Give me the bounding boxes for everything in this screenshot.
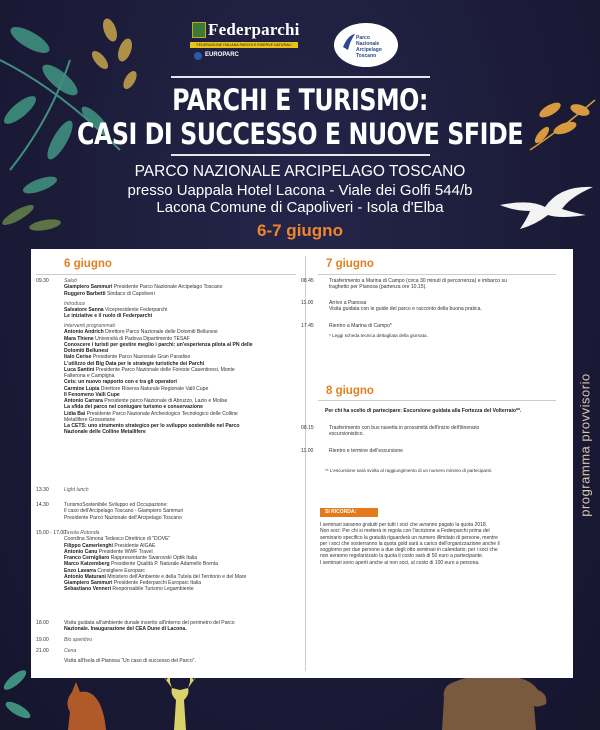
side-label-text: programma provvisorio	[577, 373, 593, 517]
event-time: 08.45	[301, 278, 314, 284]
event-line: Antonio Canu Presidente WWF Travel	[64, 548, 153, 555]
event-line: Franco Cernigliaro Rappresentante Swarovski Optik Italia	[64, 555, 198, 561]
event-line: Italo Cerise Presidente Parco Nazionale Gran Paradiso	[64, 354, 191, 361]
day-8-rule	[318, 400, 556, 401]
reminder-line: I seminari saranno gratuiti per tutti i soci che avranno pagato la quota 2018.	[320, 522, 488, 528]
event-time: 18.00	[36, 620, 49, 626]
event-line: Visita guidata con le guide del parco e racconto della buona pratica.	[329, 306, 482, 313]
side-label	[576, 330, 594, 560]
event-line: Falterona e Campigna	[64, 373, 115, 379]
parco-nazionale-logo-text: Parco Nazionale Arcipelago Toscano	[356, 35, 382, 59]
reminder-line: Non soci: Per chi si metterà in regola con l'iscrizione a Federparchi prima del	[320, 528, 490, 535]
event-line: Trasferimento con bus navetta in prossimità dell'inizio dell'itinerario	[329, 425, 480, 431]
day-7-rule	[318, 274, 556, 275]
event-line: Giampiero Sammuri Presidente Federparchi Europarc Italia	[64, 580, 202, 586]
event-dates: 6-7 giugno	[257, 221, 343, 240]
event-line: L'utilizzo dei Big Data per le strategie turistiche dei Parchi	[64, 360, 205, 367]
event-line: Rientro a Marina di Campo*	[329, 323, 392, 329]
day-8-intro: Per chi ha scelto di partecipare: Escursione guidata alla Fortezza del Volterraio**.	[325, 408, 522, 414]
event-line: Visita all'Isola di Pianosa "Un caso di successo del Parco".	[64, 658, 196, 664]
address-line-2: Lacona Comune di Capoliveri - Isola d'Elba	[156, 199, 444, 216]
event-time: 09.30	[36, 278, 49, 284]
event-line: Antonio Maturani Ministero dell'Ambiente e della Tutela del Territorio e del Mare	[64, 573, 247, 580]
reminder-line: soggiorno per due persone a due degli otto seminari in calendario; per i soci che	[320, 547, 498, 554]
event-line: Nazionale. Inaugurazione del CEA Dune di Lacona.	[64, 626, 187, 633]
event-line: Introduce	[64, 300, 86, 307]
event-line: Nazionale delle Colline Metallifere	[64, 429, 146, 436]
title-line-1: PARCHI E TURISMO:	[172, 83, 428, 117]
column-divider	[305, 256, 306, 671]
event-line: Salvatore Sanna Vicepresidente Federparchi	[64, 306, 168, 313]
event-line: Rientro e termine dell'escursione	[329, 448, 404, 454]
event-line: Enzo Lavarra Consigliere Europarc	[64, 567, 145, 574]
fox-silhouette	[60, 682, 110, 730]
europarc-icon	[194, 52, 202, 60]
event-line: Il Fenomeno Valli Cupe	[64, 391, 120, 398]
event-line: La sfida del parco nel coniugare turismo e conservazione	[64, 404, 203, 411]
venue: PARCO NAZIONALE ARCIPELAGO TOSCANO	[134, 163, 466, 180]
event-line: Luca Santini Presidente Parco Nazionale delle Foreste Casentinesi, Monte	[64, 366, 235, 373]
federparchi-subtitle: FEDERAZIONE ITALIANA PARCHI E RISERVE NATURALI	[196, 43, 292, 47]
deer-silhouette	[150, 672, 210, 730]
event-line: Saluti	[64, 278, 77, 284]
event-time: 14.30	[36, 502, 49, 508]
event-line: Metallifere Grossetane	[64, 416, 116, 423]
event-line: TurismoSostenibile Sviluppo ed Occupazione:	[64, 502, 168, 508]
day-6-rule	[36, 274, 296, 275]
event-line: Visita guidata all'ambiente dunale inserito all'interno del perimetro del Parco	[64, 620, 235, 626]
reminder-line: I seminari sono aperti anche ai non soci, al costo di 100 euro a persona.	[320, 559, 480, 566]
event-line: Ruggero Barbetti Sindaco di Capoliveri	[64, 290, 155, 297]
day-6-heading: 6 giugno	[64, 258, 112, 270]
event-line: Tavola Rotonda	[64, 530, 100, 536]
event-line: Presidente Parco Nazionale dell'Arcipelago Toscano	[64, 514, 182, 521]
day-8-note: ** L'escursione sarà svolta al raggiungimento di un numero minimo di partecipanti.	[325, 468, 493, 473]
bird-logo-icon	[342, 33, 356, 51]
event-time: 15.00 - 17.00	[36, 530, 67, 536]
event-line: Antonio Carrara Presidente parco Nazionale di Abruzzo, Lazio e Molise	[64, 398, 228, 404]
event-line: traghetto per Pianosa (partenza ore 10.15).	[329, 284, 427, 291]
event-line: Interventi programmati	[64, 323, 115, 329]
event-time: 13.30	[36, 487, 49, 493]
europarc-logo: EUROPARC	[205, 52, 239, 58]
event-line: Mara Thiene Università di Padova Dipartimento TESAF	[64, 335, 190, 342]
event-time: 21.00	[36, 648, 49, 654]
reminder-text	[320, 522, 550, 566]
parco-nazionale-logo	[334, 23, 398, 67]
event-time: 11.00	[301, 448, 314, 454]
event-time: 11.00	[301, 300, 314, 306]
event-time: 19.00	[36, 637, 49, 643]
event-line: Coordina Simona Tedesco Direttrice di "DOVE"	[64, 536, 171, 543]
reminder-line: seminario specifico la gratuità riguarderà un numero illimitato di persone, mentre	[320, 534, 498, 541]
event-line: Giampiero Sammuri Presidente Parco Nazionale Arcipelago Toscano	[64, 284, 223, 291]
event-line: La CETS: uno strumento strategico per lo sviluppo sostenibile nel Parco	[64, 423, 240, 429]
event-line: Light lunch	[64, 487, 89, 493]
event-line: Marco Katzemberg Presidente Qualità P. Naturale Adamello Brenta	[64, 561, 218, 568]
event-line: escursionistico.	[329, 431, 364, 438]
event-line: Antonio Andrich Direttore Parco Nazionale delle Dolomiti Bellunesi	[64, 329, 218, 336]
event-line: Dolomiti Bellunesi	[64, 348, 109, 354]
event-time: 08.15	[301, 425, 314, 431]
federparchi-name: Federparchi	[208, 20, 300, 39]
event-line: Conoscere i turisti per gestire meglio i parchi: un'esperienza pilota al PN delle	[64, 341, 253, 348]
day-7-heading: 7 giugno	[326, 258, 374, 270]
event-time: 17.45	[301, 323, 314, 329]
event-line: Cena	[64, 648, 77, 654]
event-line: Carmine Lupia Direttore Riserva Naturale Regionale Valli Cupe	[64, 385, 209, 392]
event-line: Bio aperitivo	[64, 637, 93, 643]
event-line: Cets: un nuovo rapporto con e tra gli operatori	[64, 379, 177, 386]
event-line: Sebastiano Venneri Responsabile Turismo Legambiente	[64, 586, 194, 593]
event-line: Le iniziative e il ruolo di Federparchi	[64, 313, 153, 319]
event-line: Arrivo a Pianosa	[329, 300, 367, 306]
reminder-line: per i soci che sosterranno la quota gold sarà a carico dell'organizzazione anche il	[320, 540, 500, 547]
event-line: * Leggi scheda tecnica dettagliata della giornata.	[329, 333, 428, 339]
reminder-line: non avranno regolarizzato la quota il costo sarà di 50 euro a partecipante.	[320, 553, 484, 560]
reminder-badge: SI RICORDA:	[320, 508, 378, 517]
title-rule-top	[171, 76, 430, 78]
event-line: Il caso dell'Arcipelago Toscano - Giampiero Sammuri	[64, 508, 184, 515]
title-rule-bottom	[171, 154, 430, 156]
event-line: Trasferimento a Marina di Campo (circa 30 minuti di percorrenza) e imbarco su	[329, 278, 507, 284]
event-line: Lidia Bai Presidente Parco Nazionale Archeologico Tecnologico delle Colline	[64, 410, 238, 417]
title-line-2: CASI DI SUCCESSO E NUOVE SFIDE	[77, 117, 523, 151]
federparchi-emblem-icon	[192, 22, 206, 38]
address-line-1: presso Uappala Hotel Lacona - Viale dei Golfi 544/b	[127, 182, 473, 199]
event-line: Filippo Camerlenghi Presidente AIGAE	[64, 542, 156, 549]
federparchi-subtitle-bar	[190, 42, 298, 48]
day-8-heading: 8 giugno	[326, 385, 374, 397]
